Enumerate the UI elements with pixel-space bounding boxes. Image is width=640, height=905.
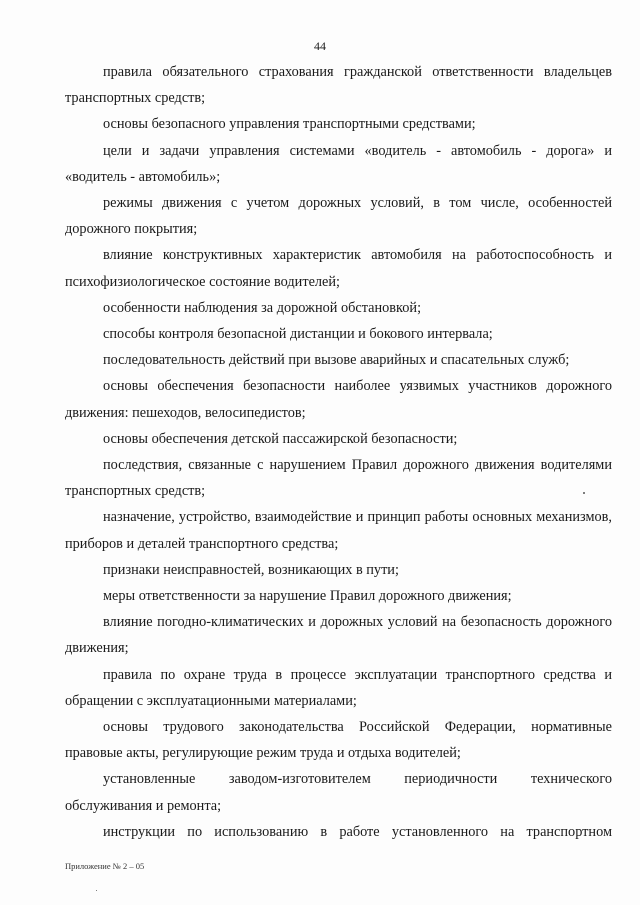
list-item: влияние погодно-климатических и дорожных условий на безопасность дорожного движения;: [65, 614, 612, 657]
page-number: 44: [314, 39, 326, 53]
list-item: меры ответственности за нарушение Правил дорожного движения;: [103, 588, 512, 605]
list-item: основы безопасного управления транспортными средствами;: [103, 116, 476, 133]
document-body: [65, 59, 612, 845]
list-item: назначение, устройство, взаимодействие и принцип работы основных механизмов, приборов и деталей транспортного средства;: [65, 509, 612, 552]
list-item: основы обеспечения безопасности наиболее уязвимых участников дорожного движения: пешеходов, велосипедистов;: [65, 378, 612, 421]
list-item: правила обязательного страхования гражданской ответственности владельцев транспортных средств;: [65, 64, 612, 107]
list-item: цели и задачи управления системами «водитель - автомобиль - дорога» и «водитель - автомобиль»;: [65, 142, 612, 185]
footer-note: Приложение № 2 – 05: [65, 861, 145, 871]
list-item: особенности наблюдения за дорожной обстановкой;: [103, 299, 422, 316]
list-item: режимы движения с учетом дорожных условий, в том числе, особенностей дорожного покрытия;: [65, 195, 612, 238]
list-item: последствия, связанные с нарушением Правил дорожного движения водителями транспортных средств;: [65, 457, 612, 500]
list-item: правила по охране труда в процессе эксплуатации транспортного средства и обращении с эксплуатационными материалами;: [65, 666, 612, 709]
scan-speck: [96, 890, 97, 891]
list-item: влияние конструктивных характеристик автомобиля на работоспособность и психофизиологическое состояние водителей;: [65, 247, 612, 290]
scan-speck: [583, 492, 585, 494]
list-item: основы обеспечения детской пассажирской безопасности;: [103, 430, 458, 447]
list-item: последовательность действий при вызове аварийных и спасательных служб;: [103, 352, 570, 369]
list-item: установленные заводом-изготовителем периодичности технического обслуживания и ремонта;: [65, 771, 612, 814]
list-item: признаки неисправностей, возникающих в пути;: [103, 561, 399, 578]
list-item: способы контроля безопасной дистанции и бокового интервала;: [103, 326, 493, 343]
list-item: инструкции по использованию в работе установленного на транспортном: [103, 823, 612, 840]
list-item: основы трудового законодательства Российской Федерации, нормативные правовые акты, регулирующие режим труда и отдыха водителей;: [65, 719, 612, 762]
